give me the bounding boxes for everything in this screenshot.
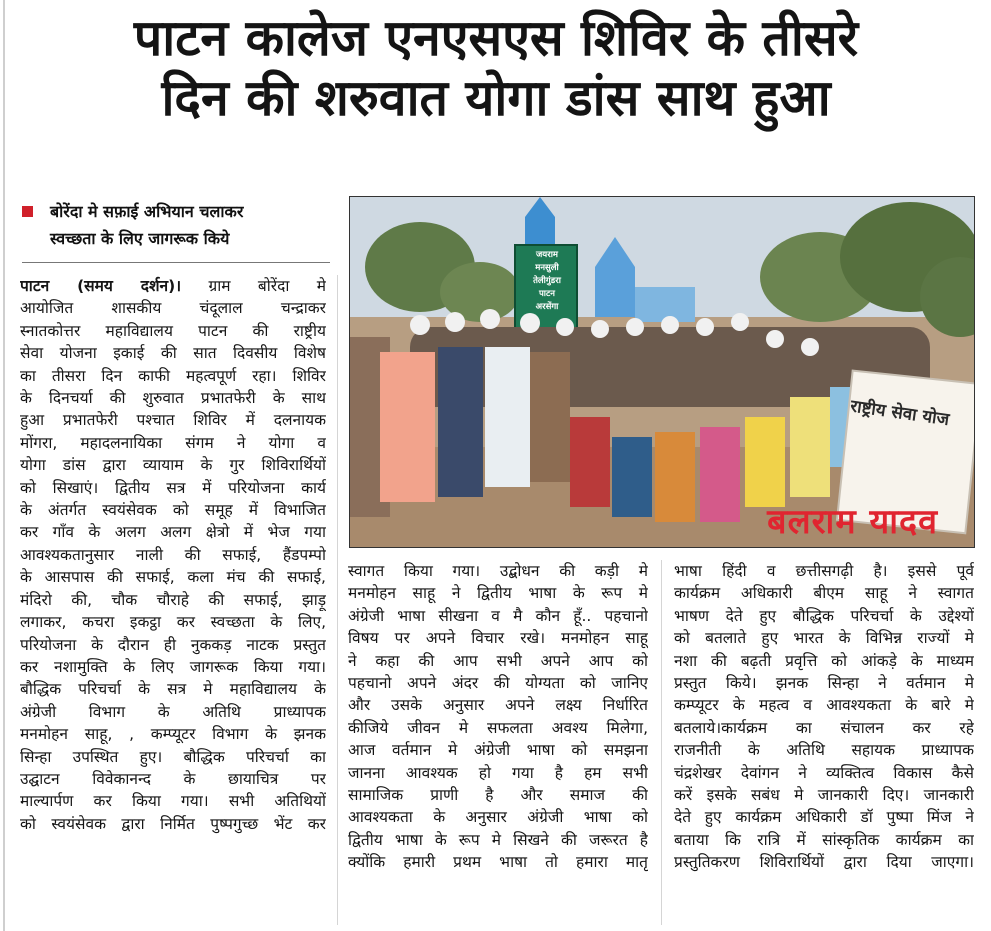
signboard-line: अरसेंगा (535, 302, 559, 312)
article-line: बौद्धिक परिचर्चा के सत्र मे महाविद्यालय के (20, 680, 326, 699)
headline-line-2: दिन की शरुवात योगा डांस साथ हुआ (161, 69, 831, 127)
subheading-line-1: बोरेंदा मे सफ़ाई अभियान चलाकर (50, 202, 244, 221)
article-line: माल्यार्पण कर किया गया। सभी अतिथियों (20, 792, 326, 811)
article-line: राजनीती के अतिथि सहायक प्राध्यापक (674, 741, 974, 760)
article-line: का तीसरा दिन काफी महत्वपूर्ण रहा। शिविर (20, 366, 326, 385)
article-line: सामाजिक प्राणी है और समाज की (348, 786, 648, 805)
article-line: को बतलाते हुए भारत के विभिन्न राज्यों मे (674, 629, 974, 648)
article-line: अंग्रेजी विभाग के अतिथि प्राध्यापक (20, 702, 326, 721)
signboard-line: मनसुली (535, 263, 559, 273)
signboard-line: पाटन (538, 289, 556, 299)
article-line: नशा की बढ़ती प्रवृत्ति को आंकड़े के माध्यम (674, 651, 974, 670)
article-line: करें इसके सबंध मे जानकारी दिए। जानकारी (674, 786, 974, 805)
photo-watermark: बलराम यादव (767, 502, 938, 542)
group-photo-illustration (350, 197, 974, 547)
subheading-text (50, 198, 335, 252)
article-line: को स्वयंसेवक द्वारा निर्मित पुष्पगुच्छ भेंट कर (20, 814, 326, 833)
article-line: मोंगरा, महादलनायिका संगम ने योगा व (20, 433, 326, 452)
article-column-3 (674, 560, 974, 874)
article-line: हुआ प्रभातफेरी पश्चात शिविर में दलनायक (20, 411, 326, 430)
article-line: चंद्रशेखर देवांगन ने व्यक्तित्व विकास कैसे (674, 763, 974, 782)
article-line: देते हुए कार्यक्रम अधिकारी डॉ पुष्पा मिंज ने (674, 808, 974, 827)
subheading-underline (22, 262, 330, 263)
article-column-2 (348, 560, 648, 874)
article-column-1 (20, 275, 326, 835)
article-line: के आसपास की सफाई, कला मंच की सफाई, (20, 568, 326, 587)
article-line: और उसके अनुसार अपने लक्ष्य निर्धारित (348, 696, 648, 715)
article-line: प्रस्तुत किये। झनक सिन्हा ने वर्तमान मे (674, 674, 974, 693)
article-line: योगा डांस द्वारा व्यायाम के गुर शिविरार्थियों (20, 456, 326, 475)
article-line: प्रस्तुतिकरण शिविरार्थियों द्वारा दिया जाएगा। (674, 853, 974, 872)
column-divider (661, 560, 662, 925)
signboard-line: जयराम (536, 250, 558, 260)
article-line: अंग्रेजी भाषा सीखना व मै कौन हूँ.. पहचानो (348, 606, 648, 625)
article-line: विषय पर अपने विचार रखे। मनमोहन साहू (348, 629, 648, 648)
article-line: उद्घाटन विवेकानन्द के छायाचित्र पर (20, 769, 326, 788)
article-line: कर गाँव के अलग अलग क्षेत्रो में भेज गया (20, 523, 326, 542)
article-line: पहचानो अपने अंदर की योग्यता को जानिए (348, 674, 648, 693)
article-line: मंदिरो की, चौक चौराहे की सफाई, झाड़ू (20, 590, 326, 609)
article-line: पाटन (समय दर्शन)। ग्राम बोरेंदा मे (20, 277, 326, 295)
banner-text: राष्ट्रीय सेवा योज (849, 396, 951, 431)
article-line: स्नातकोत्तर महाविद्यालय पाटन की राष्ट्रीय (20, 321, 326, 340)
page-edge-rule (3, 0, 5, 931)
article-line: आज वर्तमान मे अंग्रेजी भाषा को समझना (348, 741, 648, 760)
article-line: लगाकर, कचरा इकट्ठा कर स्वच्छता के लिए, (20, 613, 326, 632)
article-line: कार्यक्रम अधिकारी बीएम साहू ने स्वागत (674, 584, 974, 603)
article-line: बतलाये।कार्यक्रम का संचालन कर रहे (674, 718, 974, 737)
article-line: मनमोहन साहू ने द्वितीय भाषा के रूप मे (348, 584, 648, 603)
article-line: आवश्यकतानुसार नाली की सफाई, हैंडपम्पो (20, 545, 326, 564)
article-line: जानना आवश्यक हो गया है हम सभी (348, 763, 648, 782)
article-line: कीजिये जीवन मे सफलता अवश्य मिलेगा, (348, 718, 648, 737)
article-line: द्वितीय भाषा के रूप मे सिखने की जरूरत है (348, 830, 648, 849)
signboard (517, 249, 577, 314)
article-line: मनमोहन साहू, , कम्प्यूटर विभाग के झनक (20, 725, 326, 744)
article-line: आयोजित शासकीय चंदूलाल चन्द्राकर (20, 299, 326, 318)
article-line: क्योंकि हमारी प्रथम भाषा तो हमारा मातृ (348, 853, 648, 872)
article-line: भाषण देते हुए बौद्धिक परिचर्चा के उद्देश्यों (674, 606, 974, 625)
article-line: सेवा योजना इकाई की सात दिवसीय विशेष (20, 344, 326, 363)
article-line: भाषा हिंदी व छत्तीसगढ़ी है। इससे पूर्व (674, 562, 974, 580)
article-line: परियोजना के दौरान ही नुककड़ नाटक प्रस्तुत (20, 635, 326, 654)
headline-line-1: पाटन कालेज एनएसएस शिविर के तीसरे (133, 9, 859, 67)
column-divider (337, 275, 338, 925)
subheading-line-2: स्वच्छता के लिए जागरूक किये (50, 229, 230, 248)
news-photo (349, 196, 975, 548)
headline (8, 8, 984, 128)
article-line: सिन्हा उपस्थित हुए। बौद्धिक परिचर्चा का (20, 747, 326, 766)
article-line: स्वागत किया गया। उद्बोधन की कड़ी मे (348, 562, 648, 580)
article-line: ने कहा की आप सभी अपने आप को (348, 651, 648, 670)
article-line: कम्प्यूटर के महत्व व आवश्यकता के बारे मे (674, 696, 974, 715)
article-line: कर नशामुक्ति के लिए जागरूक किया गया। (20, 657, 326, 676)
dateline: पाटन (समय दर्शन)। (20, 277, 182, 295)
article-line: को सिखाएं। द्वितीय सत्र में परियोजना कार्य (20, 478, 326, 497)
signboard-line: तेलीगुंडरा (533, 276, 561, 286)
article-line: बताया कि रात्रि में सांस्कृतिक कार्यक्रम का (674, 830, 974, 849)
article-line: के अंतर्गत स्वयंसेवक को समूह में विभाजित (20, 501, 326, 520)
red-square-bullet-icon (22, 206, 33, 217)
article-line: आवश्यकता के अनुसार अंग्रेजी भाषा को (348, 808, 648, 827)
article-line: के दिनचर्या की शुरुवात प्रभातफेरी के साथ (20, 389, 326, 408)
